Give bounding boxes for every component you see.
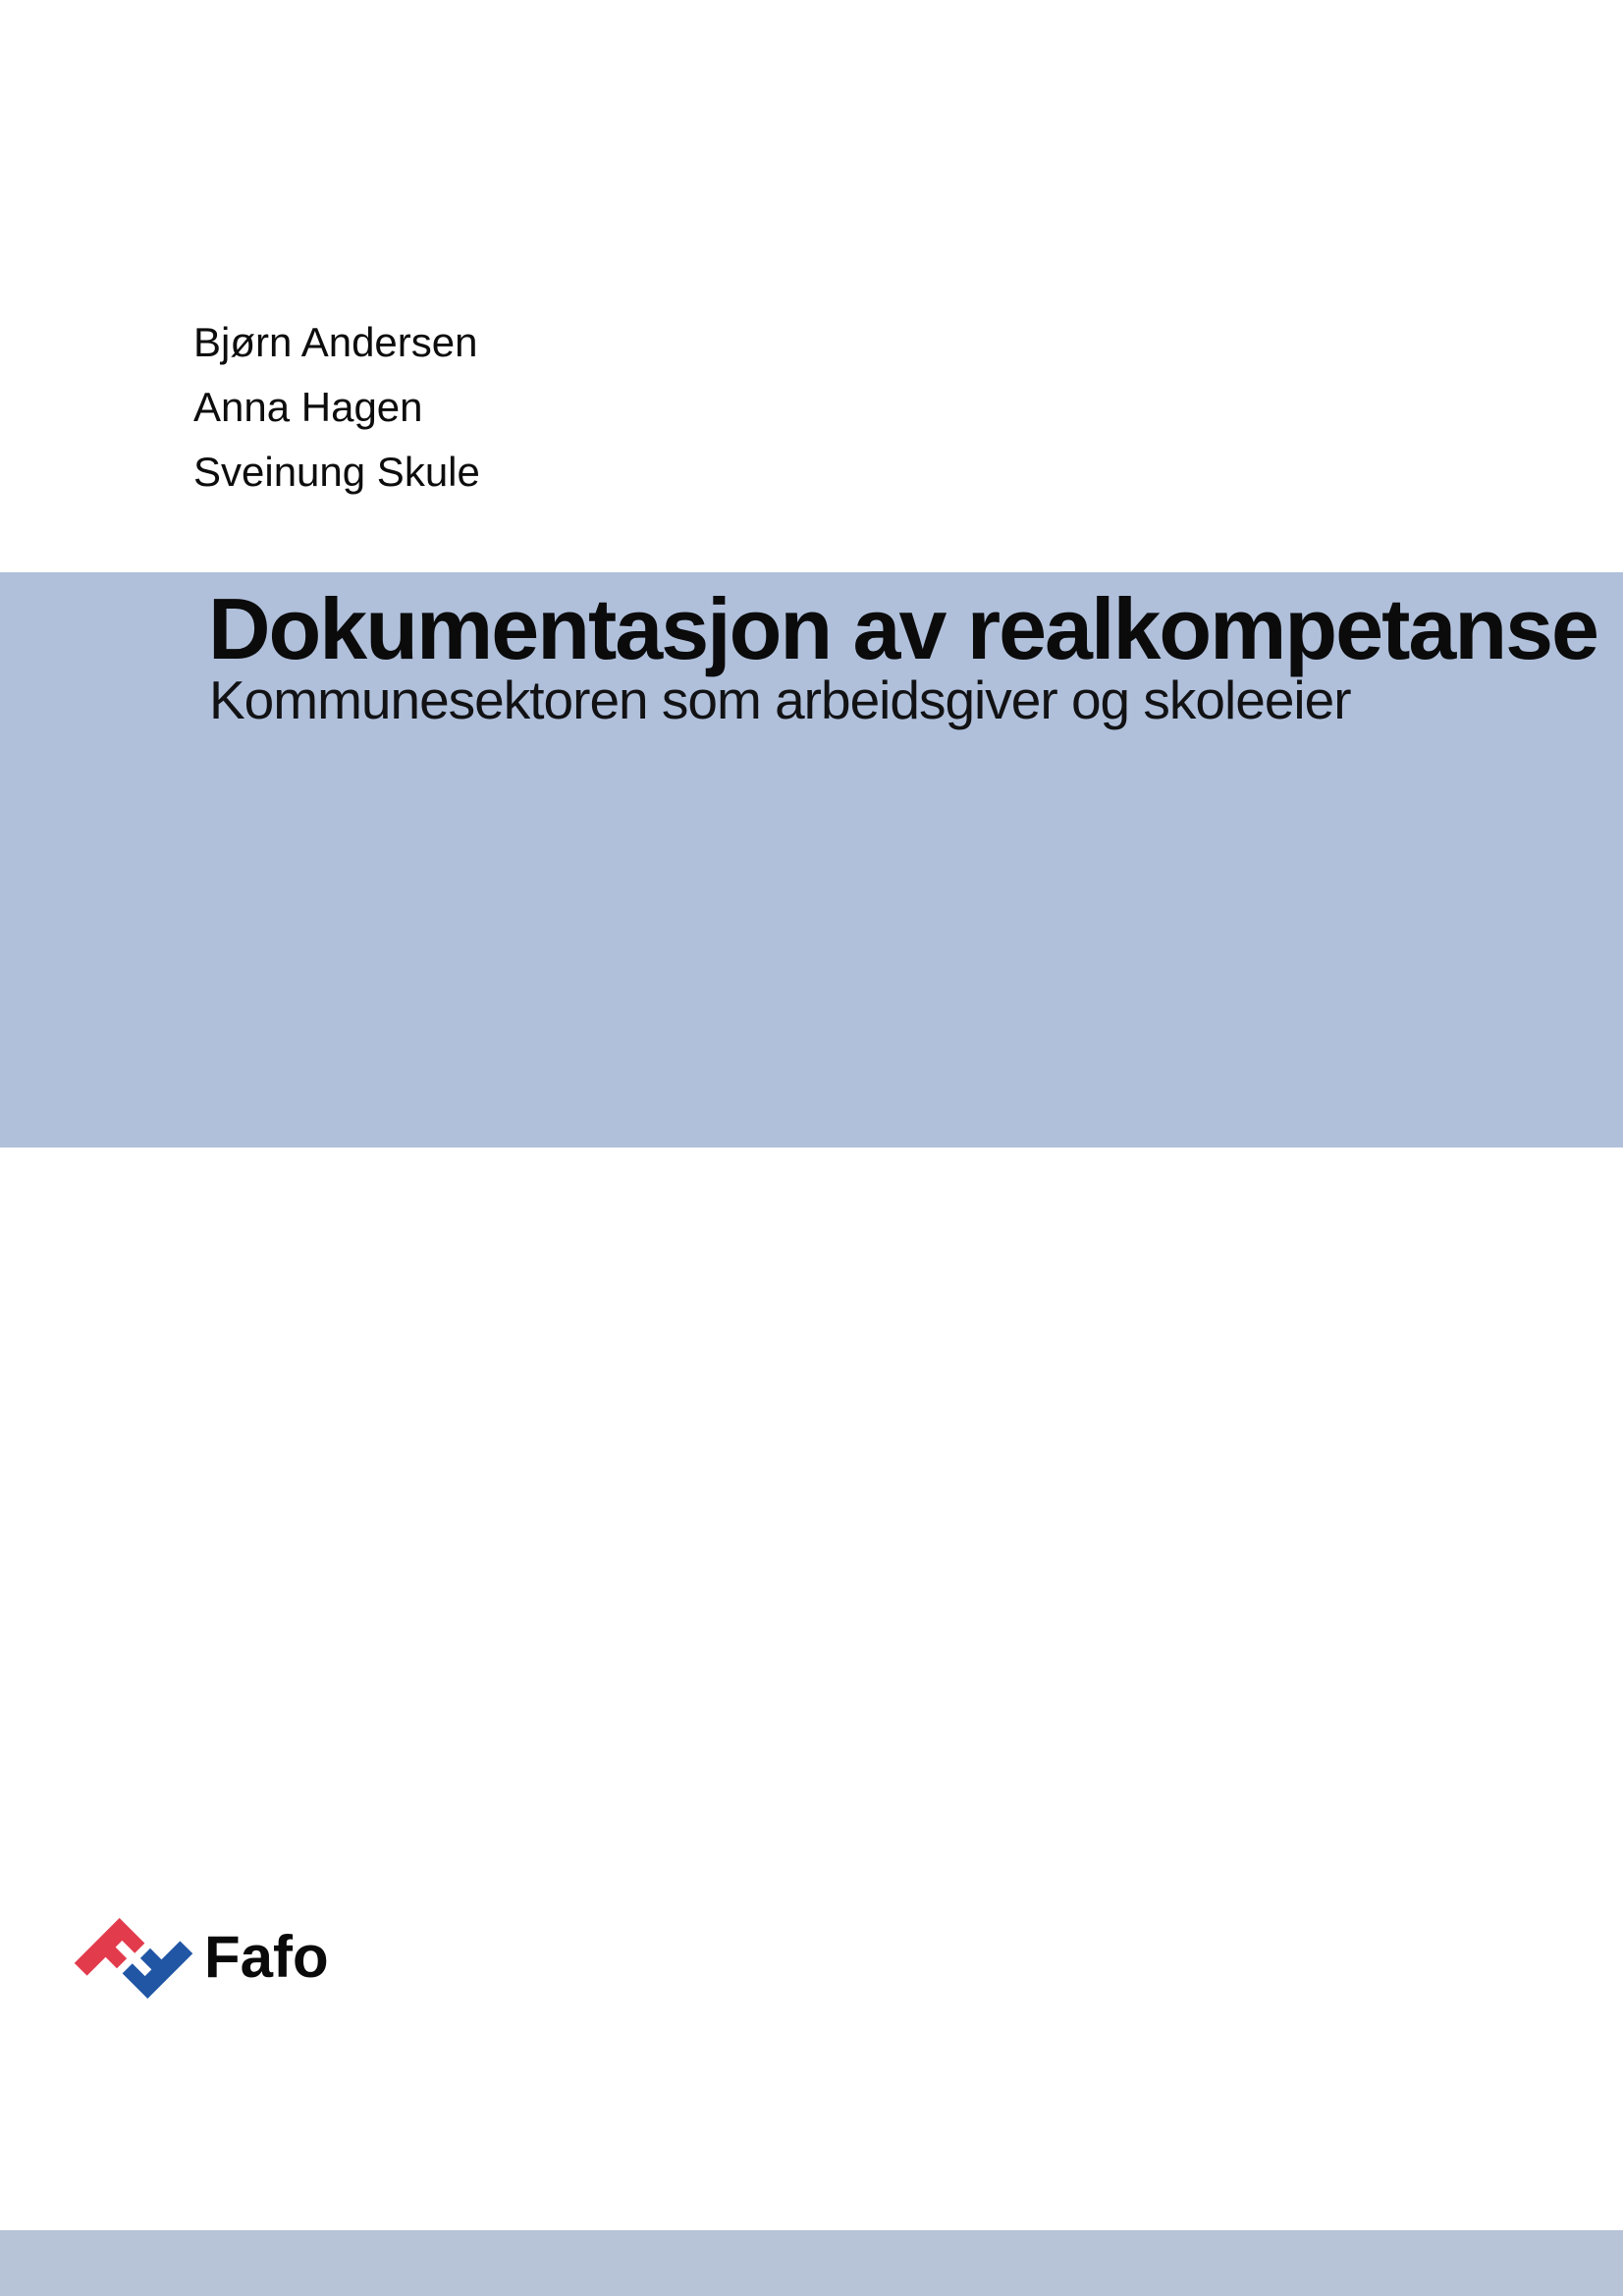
fafo-logo-mark-icon <box>71 1914 196 2002</box>
author-list <box>193 310 480 505</box>
author-name: Sveinung Skule <box>193 449 480 495</box>
fafo-logo <box>71 1914 463 2022</box>
author-name: Anna Hagen <box>193 384 423 430</box>
page-title: Dokumentasjon av realkompetanse <box>208 580 1597 677</box>
footer-band <box>0 2230 1623 2296</box>
author-name: Bjørn Andersen <box>193 319 478 365</box>
title-band <box>0 572 1623 1148</box>
page-subtitle: Kommunesektoren som arbeidsgiver og skoleeier <box>209 669 1351 730</box>
fafo-logo-wordmark: Fafo <box>204 1924 329 1990</box>
